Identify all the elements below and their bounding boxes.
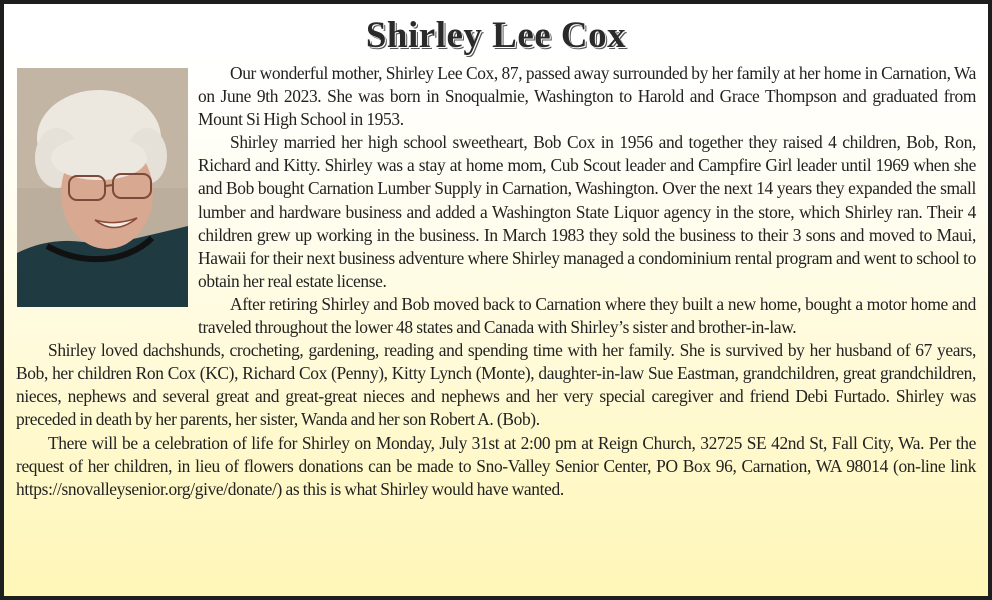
- paragraph-intro: Our wonderful mother, Shirley Lee Cox, 87, passed away surrounded by her family at her home in Carnation, Wa on June 9th 2023. She was born in Snoqualmie, Washington to Harold and Grace Thompson and graduated from Mount Si High School in 1953.: [198, 63, 976, 130]
- obituary-title: Shirley Lee Cox: [365, 15, 627, 56]
- paragraph-celebration: There will be a celebration of life for Shirley on Monday, July 31st at 2:00 pm at Reign Church, 32725 SE 42nd St, Fall City, Wa. Per the request of her children, in lieu of flowers donations can be made to Sno-Valley Senior Center, PO Box 96, Carnation, WA 98014 (on-line link https://snovalleysenior.org/give/donate/) as this is what Shirley would have wanted.: [16, 432, 976, 499]
- paragraph-retirement: After retiring Shirley and Bob moved back to Carnation where they built a new home, bought a motor home and traveled throughout the lower 48 states and Canada with Shirley’s sister and brother-in-law.: [198, 293, 976, 338]
- paragraph-marriage-business: Shirley married her high school sweetheart, Bob Cox in 1956 and together they raised 4 children, Bob, Ron, Richard and Kitty. Shirley was a stay at home mom, Cub Scout leader and Campfire Girl leader until 1969 when she and Bob bought Carnation Lumber Supply in Carnation, Washington. Over the next 14 years they expanded the small lumber and hardware business and added a Washington State Liquor agency in the store, which Shirley ran. Their 4 children grew up working in the business. In March 1983 they sold the business to their 3 sons and moved to Maui, Hawaii for their next business adventure where Shirley managed a condominium rental program and went to school to obtain her real estate license.: [198, 132, 976, 291]
- obituary-body: [4, 62, 988, 501]
- obituary-card: [4, 4, 988, 596]
- paragraph-survivors: Shirley loved dachshunds, crocheting, gardening, reading and spending time with her family. She is survived by her husband of 67 years, Bob, her children Ron Cox (KC), Richard Cox (Penny), Kitty Lynch (Monte), daughter-in-law Sue Eastman, grandchildren, great grandchildren, nieces, nephews and several great and great-great nieces and nephews and her very special caregiver and friend Debi Furtado. Shirley was preceded in death by her parents, her sister, Wanda and her son Robert A. (Bob).: [16, 340, 976, 430]
- photo-spacer: [16, 62, 198, 332]
